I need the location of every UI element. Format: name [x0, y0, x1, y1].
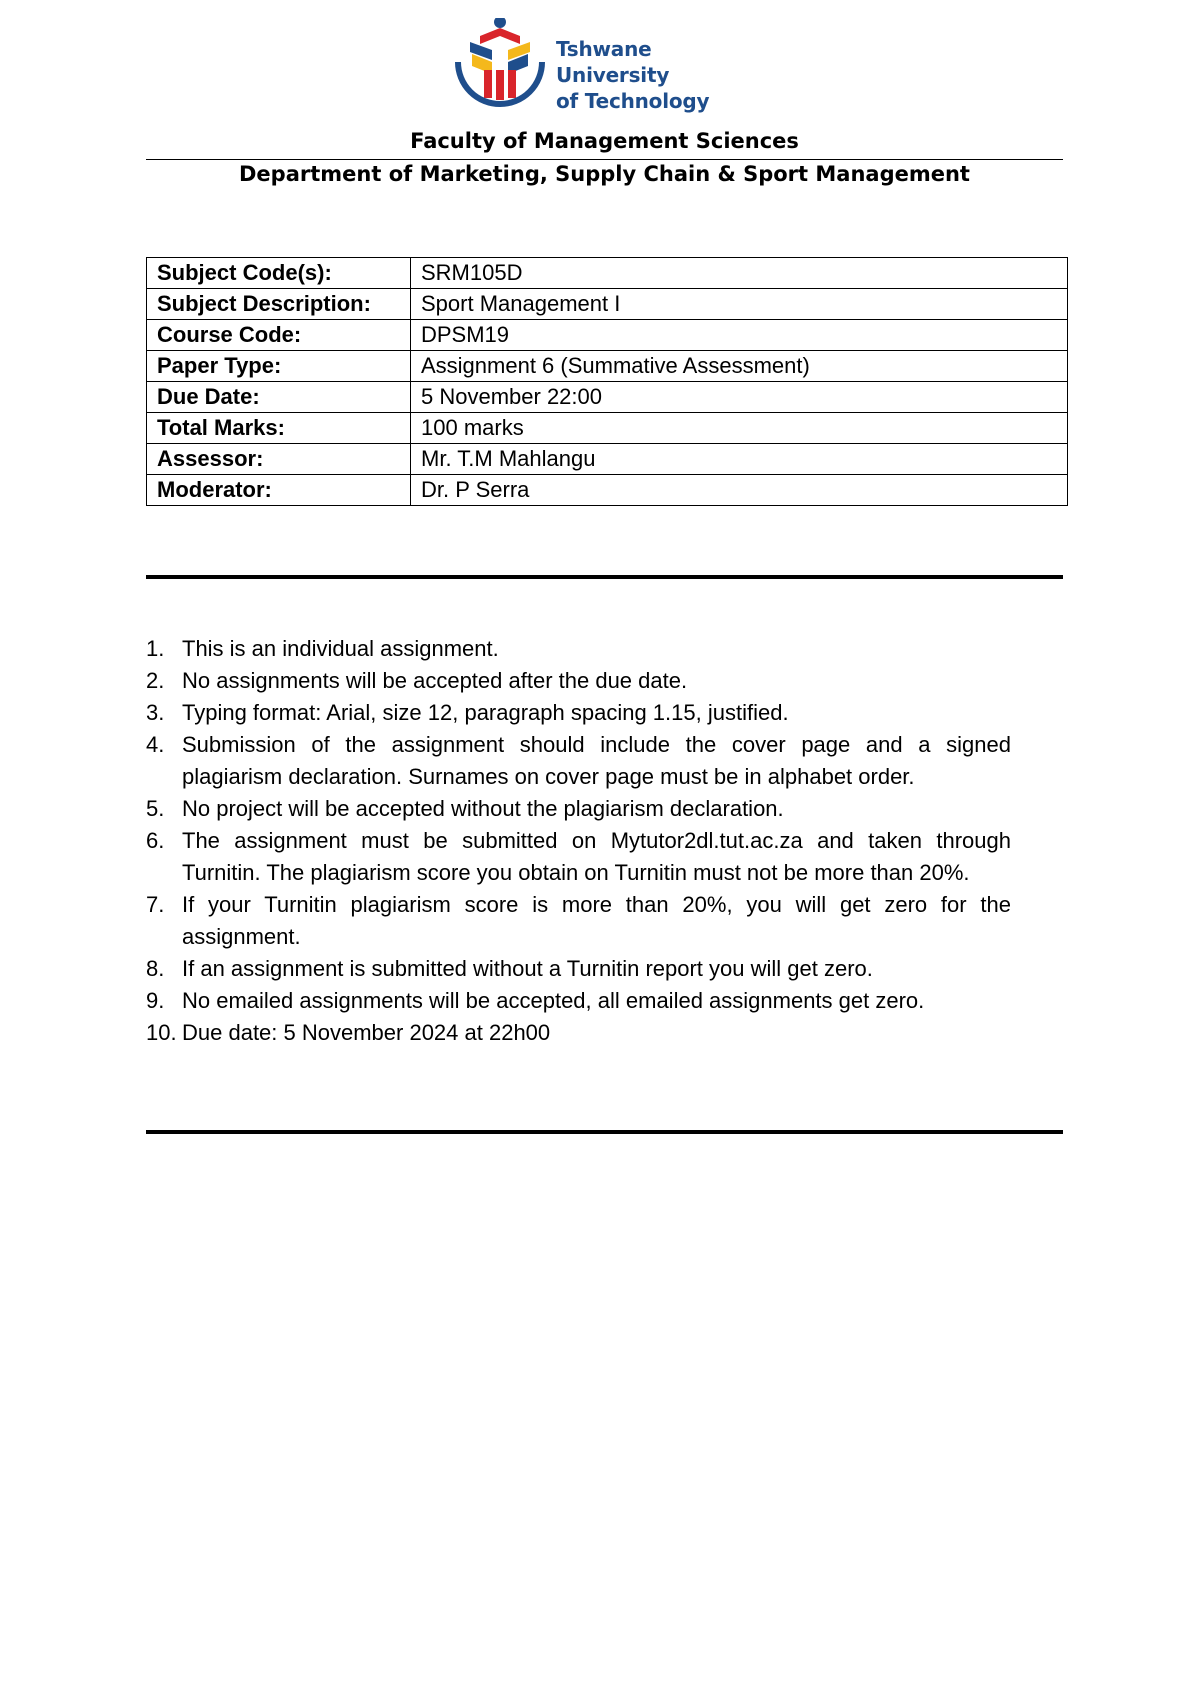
item-number: 8.: [146, 956, 165, 981]
row-value: Mr. T.M Mahlangu: [411, 444, 1068, 475]
item-number: 4.: [146, 732, 165, 757]
logo-line-1: Tshwane University: [556, 37, 670, 87]
item-text: Due date: 5 November 2024 at 22h00: [182, 1020, 551, 1045]
table-row: [147, 444, 1068, 475]
list-item: [146, 953, 1011, 985]
row-label: Course Code:: [147, 320, 411, 351]
department-heading: Department of Marketing, Supply Chain & Sport Management: [239, 162, 970, 186]
table-row: [147, 475, 1068, 506]
item-number: 5.: [146, 796, 165, 821]
item-text: Submission of the assignment should include the cover page and a signed plagiarism declaration. Surnames on cover page must be in alphabet order.: [182, 732, 1011, 789]
item-number: 1.: [146, 636, 165, 661]
row-label: Subject Code(s):: [147, 258, 411, 289]
logo-wordmark: [556, 36, 750, 114]
row-label: Due Date:: [147, 382, 411, 413]
item-number: 3.: [146, 700, 165, 725]
item-text: The assignment must be submitted on Mytutor2dl.tut.ac.za and taken through Turnitin. The plagiarism score you obtain on Turnitin must not be more than 20%.: [182, 828, 1011, 885]
row-label: Moderator:: [147, 475, 411, 506]
instructions-list: [146, 633, 1011, 1049]
list-item: [146, 729, 1011, 793]
item-text: This is an individual assignment.: [182, 636, 499, 661]
row-label: Assessor:: [147, 444, 411, 475]
row-value: Dr. P Serra: [411, 475, 1068, 506]
row-value: DPSM19: [411, 320, 1068, 351]
list-item: [146, 985, 1011, 1017]
assignment-info-table: [146, 257, 1068, 506]
item-number: 6.: [146, 828, 165, 853]
list-item: [146, 793, 1011, 825]
row-value: Assignment 6 (Summative Assessment): [411, 351, 1068, 382]
item-number: 10.: [146, 1020, 177, 1045]
list-item: [146, 633, 1011, 665]
item-text: No project will be accepted without the plagiarism declaration.: [182, 796, 784, 821]
university-crest-icon: [450, 18, 550, 113]
table-row: [147, 289, 1068, 320]
table-row: [147, 382, 1068, 413]
row-value: 5 November 22:00: [411, 382, 1068, 413]
row-label: Paper Type:: [147, 351, 411, 382]
section-divider-bottom: [146, 1130, 1063, 1134]
table-row: [147, 258, 1068, 289]
list-item: [146, 697, 1011, 729]
university-logo: [450, 18, 750, 113]
row-label: Total Marks:: [147, 413, 411, 444]
row-value: SRM105D: [411, 258, 1068, 289]
list-item: [146, 825, 1011, 889]
list-item: [146, 665, 1011, 697]
item-text: If an assignment is submitted without a Turnitin report you will get zero.: [182, 956, 873, 981]
section-divider-top: [146, 575, 1063, 579]
table-row: [147, 413, 1068, 444]
list-item: [146, 889, 1011, 953]
row-label: Subject Description:: [147, 289, 411, 320]
row-value: Sport Management I: [411, 289, 1068, 320]
faculty-heading: Faculty of Management Sciences: [410, 129, 799, 153]
table-row: [147, 351, 1068, 382]
item-text: Typing format: Arial, size 12, paragraph spacing 1.15, justified.: [182, 700, 789, 725]
item-text: No emailed assignments will be accepted, all emailed assignments get zero.: [182, 988, 925, 1013]
list-item: [146, 1017, 1011, 1049]
item-number: 2.: [146, 668, 165, 693]
item-number: 7.: [146, 892, 165, 917]
item-text: No assignments will be accepted after the due date.: [182, 668, 688, 693]
row-value: 100 marks: [411, 413, 1068, 444]
logo-line-2: of Technology: [556, 89, 710, 113]
item-number: 9.: [146, 988, 165, 1013]
item-text: If your Turnitin plagiarism score is more than 20%, you will get zero for the assignment.: [182, 892, 1011, 949]
table-row: [147, 320, 1068, 351]
